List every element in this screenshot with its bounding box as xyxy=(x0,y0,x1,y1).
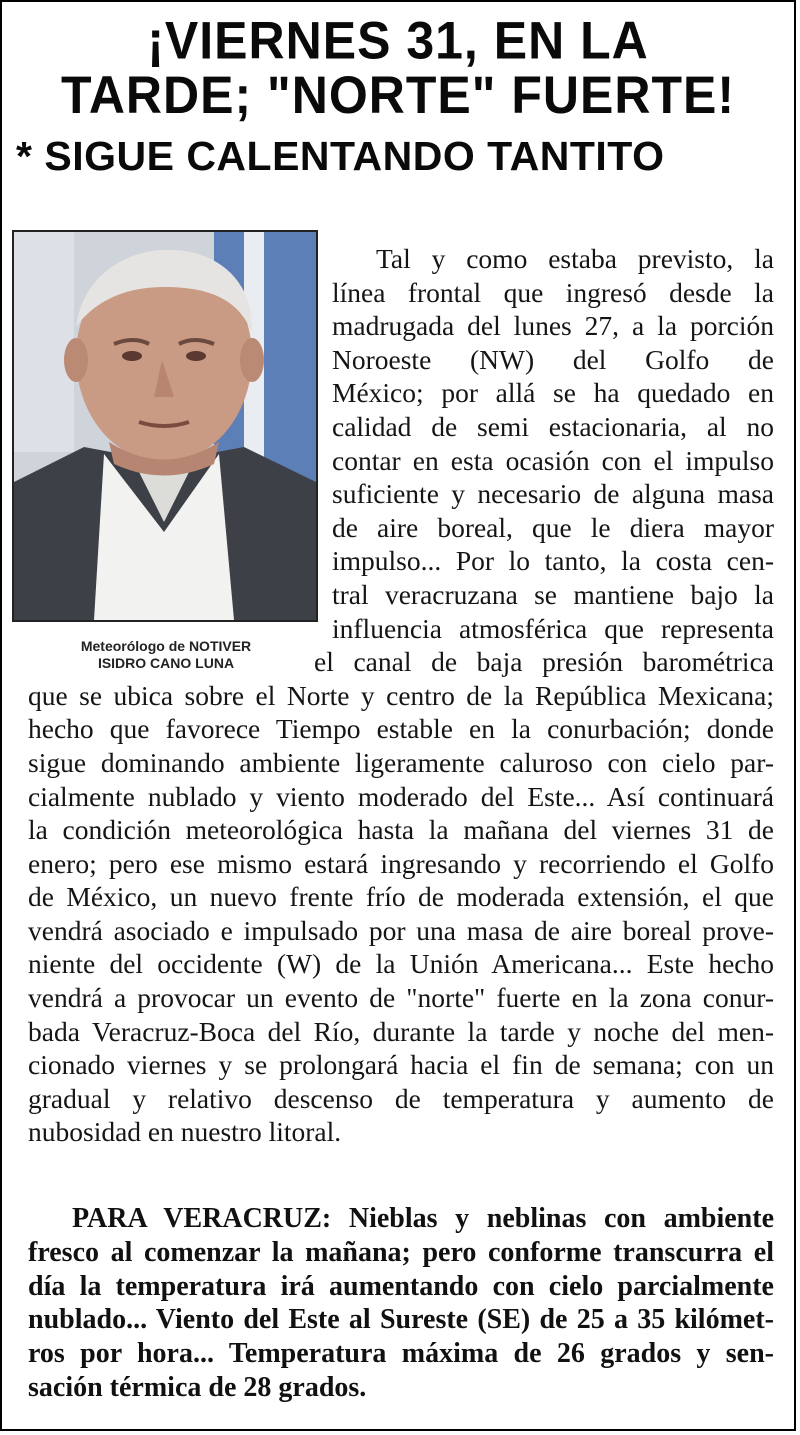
article-line: vendrá asociado e impulsado por una masa de aire boreal prove- xyxy=(28,914,774,946)
article-line: impulso... Por lo tanto, la costa cen- xyxy=(332,545,774,577)
article-line: línea frontal que ingresó desde la xyxy=(332,276,774,308)
article-line: calidad de semi estacionaria, al no xyxy=(332,410,774,442)
caption-line-2: ISIDRO CANO LUNA xyxy=(97,655,235,671)
article-line: tral veracruzana se mantiene bajo la xyxy=(332,578,774,610)
article-line: enero; pero ese mismo estará ingresando y recorriendo el Golfo xyxy=(28,847,774,879)
forecast-line: fresco al comenzar la mañana; pero conforme transcurra el xyxy=(28,1236,774,1268)
article-line: la condición meteorológica hasta la mañana del viernes 31 de xyxy=(28,814,774,846)
article-line: de aire boreal, que le diera mayor xyxy=(332,511,774,543)
headline-line-1: ¡VIERNES 31, EN LA xyxy=(147,11,649,71)
article-line: de México, un nuevo frente frío de moderada extensión, el que xyxy=(28,881,774,913)
article-line: vendrá a provocar un evento de "norte" fuerte en la zona conur- xyxy=(28,982,774,1014)
article-line: sigue dominando ambiente ligeramente caluroso con cielo par- xyxy=(28,746,774,778)
article-line: nubosidad en nuestro litoral. xyxy=(28,1116,342,1148)
forecast-line: día la temperatura irá aumentando con cielo parcialmente xyxy=(28,1270,774,1302)
article-line: gradual y relativo descenso de temperatura y aumento de xyxy=(28,1082,774,1114)
forecast-line: PARA VERACRUZ: Nieblas y neblinas con ambiente xyxy=(72,1203,774,1234)
article-line: niente del occidente (W) de la Unión Americana... Este hecho xyxy=(28,948,774,980)
caption-line-1: Meteorólogo de NOTIVER xyxy=(80,638,252,654)
article-body xyxy=(2,242,796,1149)
article-line: cionado viernes y se prolongará hacia el fin de semana; con un xyxy=(28,1049,774,1081)
forecast-line: sación térmica de 28 grados. xyxy=(28,1371,367,1403)
article-line: el canal de baja presión barométrica xyxy=(314,646,774,678)
article-line: cialmente nublado y viento moderado del Este... Así continuará xyxy=(28,780,774,812)
article-line: hecho que favorece Tiempo estable en la conurbación; donde xyxy=(28,713,774,745)
headline xyxy=(2,11,794,125)
article-line: contar en esta ocasión con el impulso xyxy=(332,444,774,476)
article-line: influencia atmosférica que representa xyxy=(332,612,774,644)
article-line: Noroeste (NW) del Golfo de xyxy=(332,343,774,375)
headline-line-2: TARDE; "NORTE" FUERTE! xyxy=(60,65,735,125)
forecast-line: nublado... Viento del Este al Sureste (SE) de 25 a 35 kilómet- xyxy=(28,1304,774,1336)
article-line: bada Veracruz-Boca del Río, durante la tarde y noche del men- xyxy=(28,1015,774,1047)
veracruz-forecast xyxy=(28,1202,774,1405)
forecast-line: ros por hora... Temperatura máxima de 26 grados y sen- xyxy=(28,1338,774,1370)
subheadline: * SIGUE CALENTANDO TANTITO xyxy=(16,133,665,179)
article-line: México; por allá se ha quedado en xyxy=(332,377,774,409)
article-line: Tal y como estaba previsto, la xyxy=(376,243,774,274)
article-line: madrugada del lunes 27, a la porción xyxy=(332,310,774,342)
article-line: suficiente y necesario de alguna masa xyxy=(332,478,774,510)
article-line: que se ubica sobre el Norte y centro de la República Mexicana; xyxy=(28,679,774,711)
